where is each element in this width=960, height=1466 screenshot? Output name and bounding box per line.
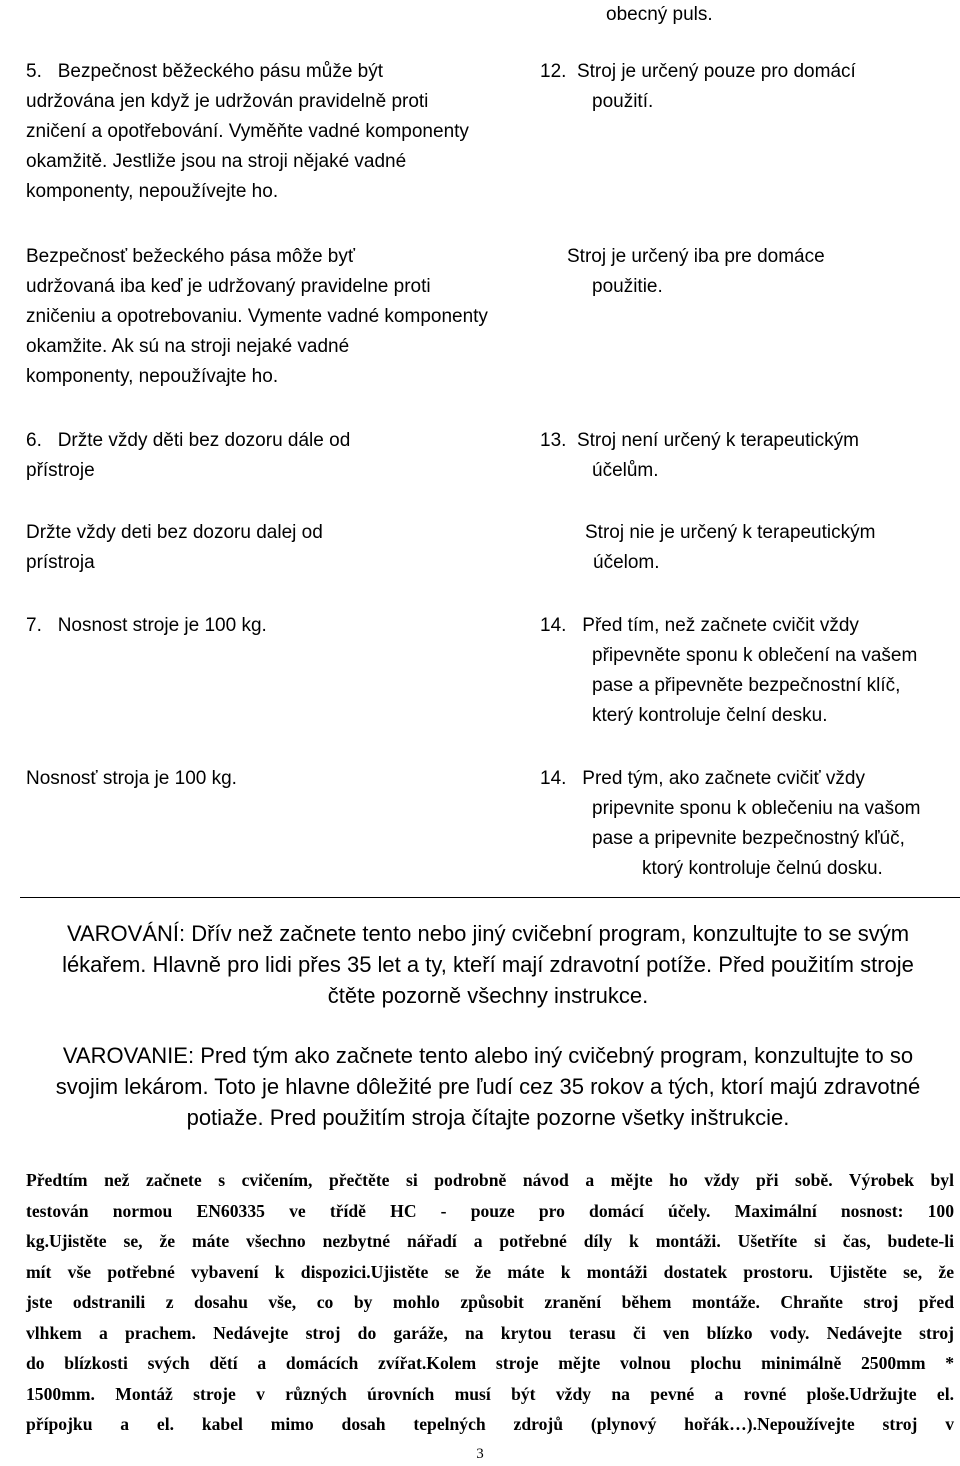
item-number: 5. <box>26 61 42 82</box>
item-5-sk: Bezpečnosť bežeckého pása môže byť udržovaná iba keď je udržovaný pravidelne proti zničeniu a opotrebovaniu. Vymente vadné komponenty okamžite. Ak sú na stroji nejaké vadné komponenty, nepoužívajte ho. <box>26 246 488 387</box>
item-6-sk: Držte vždy deti bez dozoru dalej od prístroja <box>26 522 323 573</box>
item-number: 13. <box>540 430 567 451</box>
item-number: 12. <box>540 61 567 82</box>
item-number: 6. <box>26 430 42 451</box>
section-divider <box>20 897 960 898</box>
warning-cz: VAROVÁNÍ: Dřív než začnete tento nebo jiný cvičební program, konzultujte to se svým lékařem. Hlavně pro lidi přes 35 let a ty, kteří mají zdravotní potíže. Před použitím stroje čtěte pozorně všechny instrukce. <box>62 921 914 1008</box>
item-12-cz: 12. Stroj je určený pouze pro domácí použití. <box>540 61 856 112</box>
item-14-cz: 14. Před tím, než začnete cvičit vždy připevněte sponu k oblečení na vašem pase a připevněte bezpečnostní klíč, který kontroluje čelní desku. <box>540 615 918 726</box>
assembly-instructions: Předtím než začnete s cvičením, přečtěte si podrobně návod a mějte ho vždy při sobě. Výrobek byl testován normou EN60335 ve třídě HC - pouze pro domácí účely. Maximální nosnost: 100 kg.Ujistěte se, že máte všechno nezbytné nářadí a potřebné díly k montáži. Ušetříte si čas, budete-li mít vše potřebné vybavení k dispozici.Ujistěte se že máte k montáži dostatek prostoru. Ujistěte se, že jste odstranili z dosahu vše, co by mohlo způsobit zranění během montáže. Chraňte stroj před vlhkem a prachem. Nedávejte stroj do garáže, na krytou terasu či ven blízko vody. Nedávejte stroj do blízkosti svých dětí a domácích zvířat.Kolem stroje mějte volnou plochu minimálně 2500mm * 1500mm. Montáž stroje v různých úrovních musí být vždy na pevné a rovné ploše.Udržujte el. přípojku a el. kabel mimo dosah tepelných zdrojů (plynový hořák…).Nepoužívejte stroj v <box>26 1170 954 1434</box>
header-continuation: obecný puls. <box>606 4 713 25</box>
item-6-cz: 6. Držte vždy děti bez dozoru dále od přístroje <box>26 430 351 481</box>
item-14-sk: 14. Pred tým, ako začnete cvičiť vždy pripevnite sponu k oblečeniu na vašom pase a pripevnite bezpečnostný kľúč, ktorý kontroluje čelnú dosku. <box>540 768 921 879</box>
warning-sk: VAROVANIE: Pred tým ako začnete tento alebo iný cvičebný program, konzultujte to so svojim lekárom. Toto je hlavne dôležité pre ľudí cez 35 rokov a tých, ktorí majú zdravotné potiaže. Pred použitím stroja čítajte pozorne všetky inštrukcie. <box>55 1043 921 1130</box>
item-7-cz: 7. Nosnost stroje je 100 kg. <box>26 615 267 636</box>
item-7-sk: Nosnosť stroja je 100 kg. <box>26 768 237 789</box>
item-number: 14. <box>540 768 567 789</box>
item-5-cz: 5. Bezpečnost běžeckého pásu může být udržována jen když je udržován pravidelně proti zničení a opotřebování. Vyměňte vadné komponenty okamžitě. Jestliže jsou na stroji nějaké vadné komponenty, nepoužívejte ho. <box>26 61 469 202</box>
item-number: 14. <box>540 615 567 636</box>
item-number: 7. <box>26 615 42 636</box>
item-13-sk: Stroj nie je určený k terapeutickým účelom. <box>585 522 876 573</box>
item-12-sk: Stroj je určený iba pre domáce použitie. <box>567 246 825 297</box>
item-13-cz: 13. Stroj není určený k terapeutickým účelům. <box>540 430 859 481</box>
page-number: 3 <box>476 1446 484 1462</box>
